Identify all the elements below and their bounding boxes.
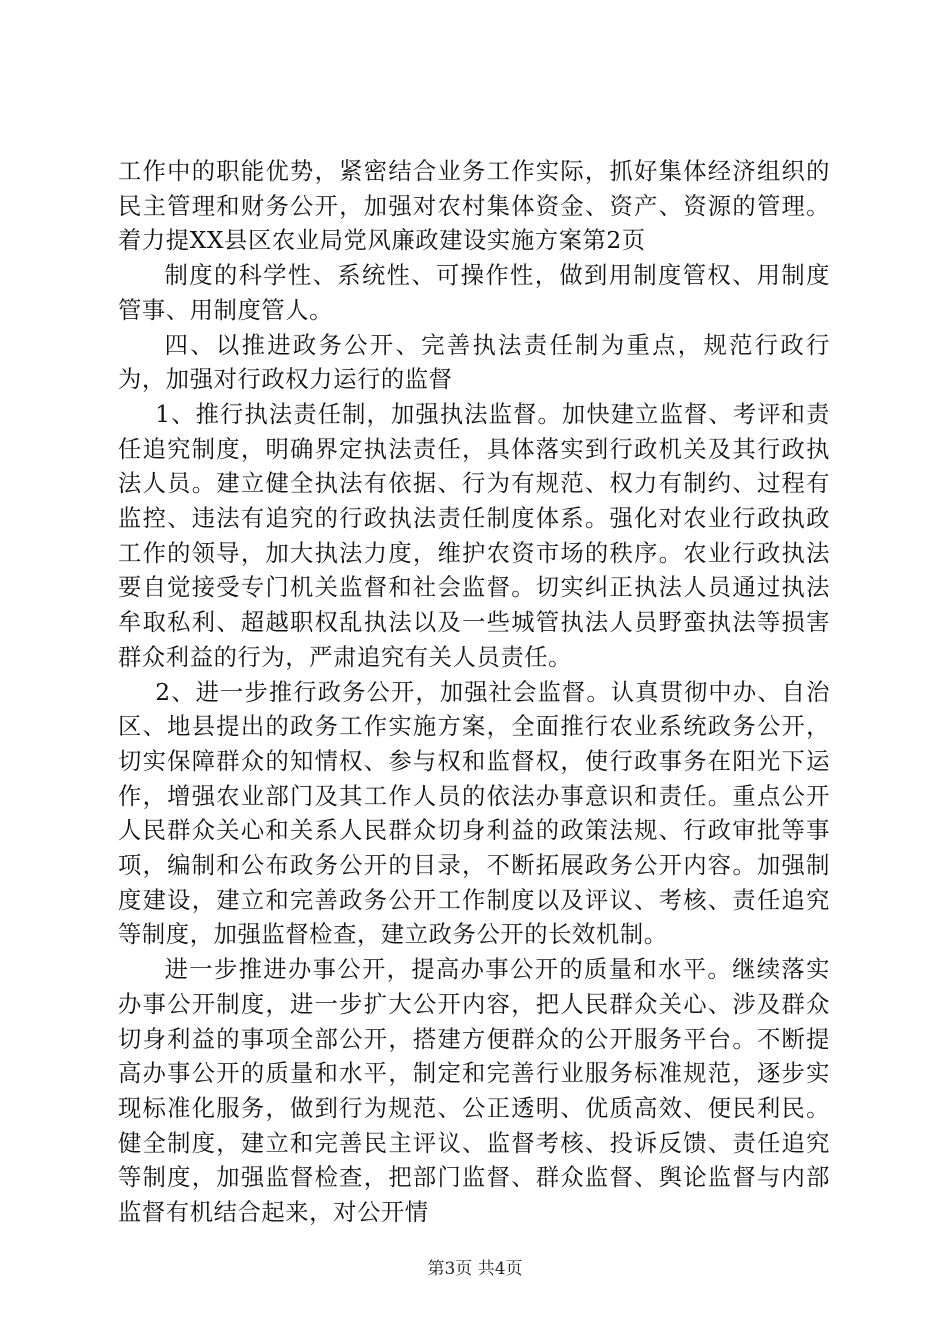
paragraph-law-enforcement: 1、推行执法责任制，加强执法监督。加快建立监督、考评和责任追究制度，明确界定执法责任，具体落实到行政机关及其行政执法人员。建立健全执法有依据、行为有规范、权力有制约、过程有监控、违法有追究的行政执法责任制度体系。强化对农业行政执政工作的领导，加大执法力度，维护农资市场的秩序。农业行政执法要自觉接受专门机关监督和社会监督。切实纠正执法人员通过执法牟取私利、超越职权乱执法以及一些城管执法人员野蛮执法等损害群众利益的行为，严肃追究有关人员责任。 — [118, 400, 830, 671]
page-number: 第3页 — [427, 1259, 473, 1279]
page-footer — [0, 1257, 950, 1281]
section-heading-four: 四、以推进政务公开、完善执法责任制为重点，规范行政行为，加强对行政权力运行的监督 — [118, 331, 830, 394]
paragraph-government-affairs: 2、进一步推行政务公开，加强社会监督。认真贯彻中办、自治区、地县提出的政务工作实施方案，全面推行农业系统政务公开，切实保障群众的知情权、参与权和监督权，使行政事务在阳光下运作，增强农业部门及其工作人员的依法办事意识和责任。重点公开人民群众关心和关系人民群众切身利益的政策法规、行政审批等事项，编制和公布政务公开的目录，不断拓展政务公开内容。加强制度建设，建立和完善政务公开工作制度以及评议、考核、责任追究等制度，加强监督检查，建立政务公开的长效机制。 — [118, 678, 830, 949]
paragraph-continuation: 工作中的职能优势，紧密结合业务工作实际，抓好集体经济组织的民主管理和财务公开，加强对农村集体资金、资产、资源的管理。着力提XX县区农业局党风廉政建设实施方案第2页 — [118, 158, 830, 255]
page-total: 共4页 — [477, 1259, 523, 1279]
paragraph-office-affairs: 进一步推进办事公开，提高办事公开的质量和水平。继续落实办事公开制度，进一步扩大公开内容，把人民群众关心、涉及群众切身利益的事项全部公开，搭建方便群众的公开服务平台。不断提高办事公开的质量和水平，制定和完善行业服务标准规范，逐步实现标准化服务，做到行为规范、公正透明、优质高效、便民利民。健全制度，建立和完善民主评议、监督考核、投诉反馈、责任追究等制度，加强监督检查，把部门监督、群众监督、舆论监督与内部监督有机结合起来，对公开情 — [118, 956, 830, 1227]
paragraph-system-standards: 制度的科学性、系统性、可操作性，做到用制度管权、用制度管事、用制度管人。 — [118, 262, 830, 324]
document-body — [118, 155, 830, 1231]
